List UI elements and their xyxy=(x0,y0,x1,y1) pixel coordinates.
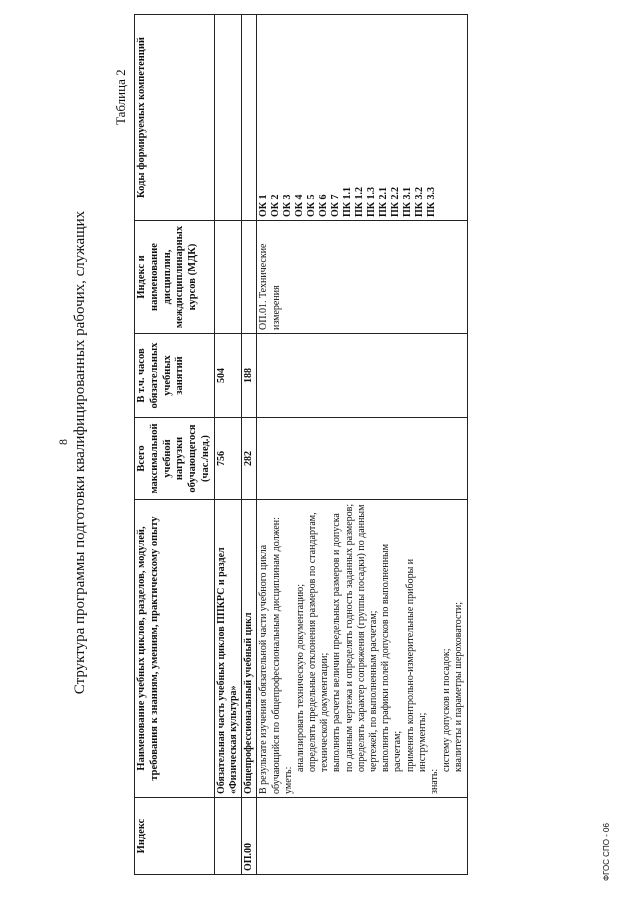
row1-name: Обязательная часть учебных циклов ППКРС и раздел «Физическая культура» xyxy=(214,500,241,798)
row2-discipline xyxy=(242,221,257,334)
row3-discipline: ОП.01. Технические измерения xyxy=(257,221,467,334)
page-title: Структура программы подготовки квалифицированных рабочих, служащих xyxy=(72,210,88,695)
row3-codes xyxy=(257,15,467,221)
structure-table xyxy=(134,14,468,875)
row3-index xyxy=(257,798,467,875)
row2-codes xyxy=(242,15,257,221)
umet-item: определять характер сопряжения (группы посадки) по данным чертежей, по выполненным расчетам; xyxy=(355,504,380,772)
row1-index xyxy=(214,798,241,875)
competency-code: ОК 5 xyxy=(306,194,318,217)
umet-item: определять предельные отклонения размеров по стандартам, технической документации; xyxy=(307,512,331,772)
table-row xyxy=(242,15,257,875)
competency-code: ОК 2 xyxy=(270,194,282,217)
competency-code: ПК 3.3 xyxy=(426,186,438,217)
competency-code: ОК 1 xyxy=(258,194,270,217)
znat-item: систему допусков и посадок; xyxy=(441,648,453,772)
header-total: Всего максимальной учебной нагрузки обучающегося (час./нед.) xyxy=(135,418,215,500)
competency-code: ОК 7 xyxy=(330,194,342,217)
row1-total: 756 xyxy=(214,418,241,500)
table-header-row xyxy=(135,15,215,875)
competency-code: ПК 1.1 xyxy=(342,186,354,217)
row2-mandatory: 188 xyxy=(242,334,257,418)
umet-item: выполнять графики полей допусков по выполненным расчетам; xyxy=(380,543,404,772)
row1-mandatory: 504 xyxy=(214,334,241,418)
competency-code: ОК 4 xyxy=(294,194,306,217)
competency-code: ПК 2.1 xyxy=(378,186,390,217)
header-index: Индекс xyxy=(135,798,215,875)
header-mandatory: В т.ч. часов обязательных учебных занятий xyxy=(135,334,215,418)
row2-name: Общепрофессиональный учебный цикл xyxy=(242,500,257,798)
umet-label: уметь: xyxy=(282,766,294,794)
table-row xyxy=(257,15,467,875)
umet-item: выполнять расчеты величин предельных размеров и допуска по данным чертежа и определять годность заданных размеров; xyxy=(331,503,355,772)
competency-code: ПК 1.3 xyxy=(366,186,378,217)
page-number: 8 xyxy=(56,439,70,445)
header-codes: Коды формируемых компетенций xyxy=(135,15,215,221)
competency-code: ОК 6 xyxy=(318,194,330,217)
competency-code: ОК 3 xyxy=(282,194,294,217)
row3-total xyxy=(257,418,467,500)
header-name: Наименование учебных циклов, разделов, модулей, требования к знаниям, умениям, практическому опыту xyxy=(135,500,215,798)
znat-label: знать: xyxy=(428,768,440,794)
row3-mandatory xyxy=(257,334,467,418)
competency-code: ПК 3.1 xyxy=(402,186,414,217)
header-discipline: Индекс и наименование дисциплин, междисциплинарных курсов (МДК) xyxy=(135,221,215,334)
row3-name xyxy=(257,500,467,798)
row3-intro: В результате изучения обязательной части учебного цикла обучающийся по общепрофессиональным дисциплинам должен: xyxy=(258,517,282,794)
row2-total: 282 xyxy=(242,418,257,500)
competency-code: ПК 1.2 xyxy=(354,186,366,217)
competency-code: ПК 3.2 xyxy=(414,186,426,217)
row2-index: ОП.00 xyxy=(242,798,257,875)
umet-item: анализировать техническую документацию; xyxy=(294,583,306,772)
footer-code: ФГОС СПО - 06 xyxy=(602,823,611,881)
competency-code: ПК 2.2 xyxy=(390,186,402,217)
table-label: Таблица 2 xyxy=(113,69,128,125)
znat-item: квалитеты и параметры шероховатости; xyxy=(453,602,465,772)
umet-item: применять контрольно-измерительные приборы и инструменты; xyxy=(404,558,428,772)
table-row xyxy=(214,15,241,875)
row1-discipline xyxy=(214,221,241,334)
row1-codes xyxy=(214,15,241,221)
